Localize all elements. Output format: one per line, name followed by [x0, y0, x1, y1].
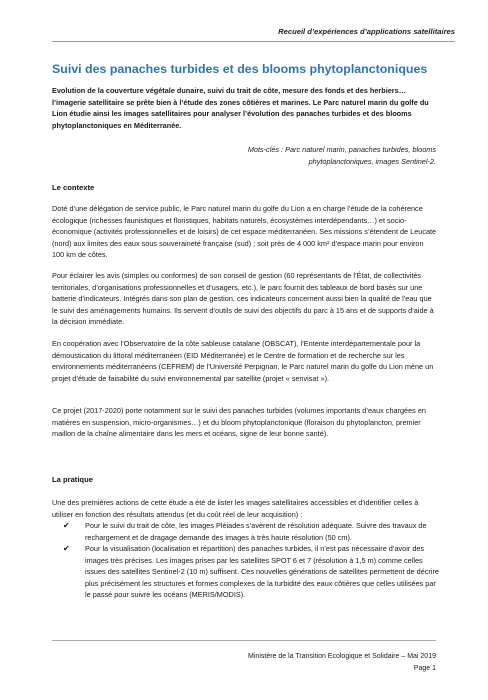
practice-intro: Une des premières actions de cette étude a été de lister les images satellitaires accessibles et d’identifier celles à utiliser en fonction des résultats attendus (et du coût réel de leur acquisition) : — [52, 498, 419, 519]
list-item — [63, 543, 439, 601]
article-title: Suivi des panaches turbides et des blooms phytoplanctoniques — [52, 62, 428, 76]
running-header: Recueil d’expériences d’applications satellitaires — [278, 27, 455, 36]
bullet-text: Pour la visualisation (localisation et répartition) des panaches turbides, il n’est pas nécessaire d’avoir des images très précises. Les images prises par les satellites SPOT 6 et 7 (résolution à 1,5 m) comme celles issues des satellites Sentinel-2 (10 m) suffisent. Ces nouvelles générations de satellites permettent de décrire plus précisément les structures et formes complexes de la turbidité des eaux côtières que celles utilisées par le passé pour suivre les océans (MERIS/MODIS). — [85, 544, 439, 599]
context-paragraph-3: En coopération avec l’Observatoire de la côte sableuse catalane (OBSCAT), l’Entente interdépartementale pour la démoustication du littoral méditerranéen (EID Méditerranée) et le Centre de formation et de recherche sur les environnements méditerranéens (CEFREM) de l’Université Perpignan, le Parc naturel marin du golfe du Lion mène un projet d’étude de faisabilité du suivi environnemental par satellite (projet « senvisat »). — [52, 339, 434, 383]
list-item — [63, 520, 439, 543]
practice-bullet-list — [63, 520, 439, 601]
bullet-text: Pour le suivi du trait de côte, les images Pléiades s’avèrent de résolution adéquate. Suivre des travaux de rechargement et de dragage demande des images à très haute résolution (50 cm). — [85, 521, 427, 542]
context-paragraph-4: Ce projet (2017-2020) porte notamment sur le suivi des panaches turbides (volumes importants d’eaux chargées en matières en suspension, micro-organismes…) et du bloom phytoplanctonique (floraison du phytoplancton, premier maillon de la chaîne alimentaire dans les mers et océans, signe de leur bonne santé). — [52, 406, 426, 438]
section-heading-context: Le contexte — [52, 183, 95, 192]
checkmark-icon: ✔ — [63, 521, 70, 530]
header-divider — [52, 41, 455, 42]
footer-ministry: Ministère de la Transition Ecologique et Solidaire – Mai 2019 — [248, 653, 436, 660]
page-number: Page 1 — [413, 665, 436, 672]
context-paragraph-1: Doté d’une délégation de service public, le Parc naturel marin du golfe du Lion a en charge l’étude de la cohérence écologique (richesses faunistiques et floristiques, habitats naturels, écosystèmes interdépendants…) et socio-économique (activités professionnelles et de loisirs) de cet espace méditerranéen. Ses missions s’étendent de Leucate (nord) aux limites des eaux sous souveraineté française (sud) ; soit près de 4 000 km² d’espace marin pour environ 100 km de côtes. — [52, 204, 437, 259]
context-paragraph-2: Pour éclairer les avis (simples ou conformes) de son conseil de gestion (60 représentants de l’État, de collectivités territoriales, d’organisations professionnelles et d’usagers, etc.), le parc fournit des tableaux de bord basés sur une batterie d’indicateurs. Intégrés dans son plan de gestion, ces indicateurs concernent aussi bien la qualité de l’eau que le suivi des aménagements humains. Ils servent d’outils de suivi des objectifs du parc à 15 ans et de supports d’aide à la décision immédiate. — [52, 271, 434, 326]
section-heading-practice: La pratique — [52, 475, 93, 484]
keywords: Mots-clés : Parc naturel marin, panaches turbides, blooms phytoplanctoniques, images Sentinel-2. — [247, 145, 436, 166]
article-abstract: Evolution de la couverture végétale dunaire, suivi du trait de côte, mesure des fonds et des herbiers… l’imagerie satellitaire se prête bien à l’étude des zones côtières et marines. Le Parc naturel marin du golfe du Lion étudie ainsi les images satellitaires pour analyser l’évolution des panaches turbides et des blooms phytoplanctoniques en Méditerranée. — [52, 86, 429, 130]
footer-divider — [52, 640, 436, 641]
checkmark-icon: ✔ — [63, 544, 70, 553]
